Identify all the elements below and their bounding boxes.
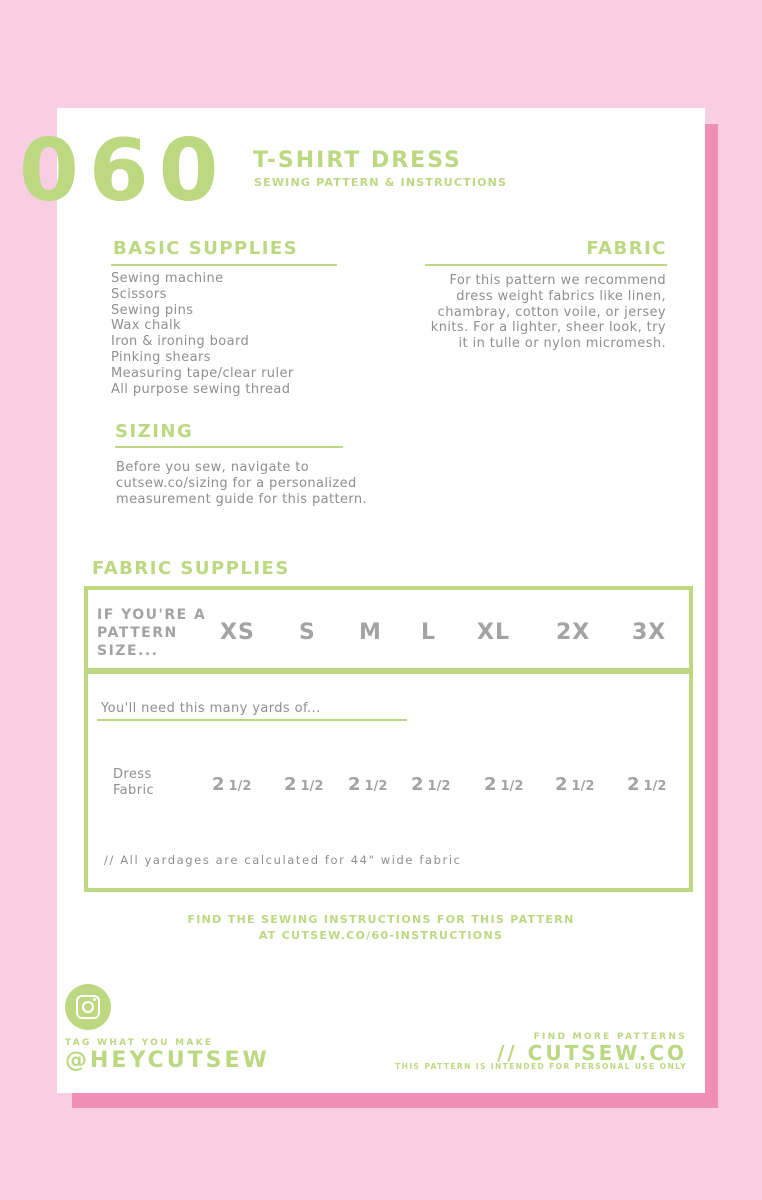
fabric-description: For this pattern we recommend dress weight fabrics like linen, chambray, cotton voile, or jersey knits. For a lighter, sheer look, try it in tulle or nylon micromesh. xyxy=(430,273,666,352)
yardage-s: 2 1/2 xyxy=(284,774,324,795)
pattern-title: T-SHIRT DRESS xyxy=(253,148,462,173)
row-label-dress-fabric: Dress Fabric xyxy=(113,767,155,798)
yards-needed-rule xyxy=(97,719,407,721)
fabric-heading: FABRIC xyxy=(586,238,667,259)
basic-supplies-rule xyxy=(111,264,337,266)
yardage-footnote: // All yardages are calculated for 44" wide fabric xyxy=(104,853,462,867)
list-item: Pinking shears xyxy=(111,349,211,365)
yardage-3x: 2 1/2 xyxy=(627,774,667,795)
list-item: Scissors xyxy=(111,286,167,302)
find-more-label: FIND MORE PATTERNS xyxy=(533,1032,687,1042)
size-label-3x: 3X xyxy=(632,620,667,645)
instructions-note: FIND THE SEWING INSTRUCTIONS FOR THIS PATTERN AT CUTSEW.CO/60-INSTRUCTIONS xyxy=(187,913,575,942)
yardage-xl: 2 1/2 xyxy=(484,774,524,795)
fabric-supplies-heading: FABRIC SUPPLIES xyxy=(92,558,290,579)
list-item: Iron & ironing board xyxy=(111,334,250,350)
yardage-2x: 2 1/2 xyxy=(555,774,595,795)
pattern-number: 060 xyxy=(19,121,229,221)
instagram-icon[interactable] xyxy=(65,984,111,1030)
basic-supplies-list xyxy=(111,271,294,397)
fabric-rule xyxy=(425,264,667,266)
yardage-xs: 2 1/2 xyxy=(212,774,252,795)
size-label-xl: XL xyxy=(477,620,510,645)
basic-supplies-heading: BASIC SUPPLIES xyxy=(113,238,299,259)
size-question: IF YOU'RE A PATTERN SIZE... xyxy=(97,607,207,659)
list-item: Wax chalk xyxy=(111,318,181,334)
list-item: Measuring tape/clear ruler xyxy=(111,365,294,381)
yardage-m: 2 1/2 xyxy=(348,774,388,795)
list-item: Sewing machine xyxy=(111,271,224,286)
tag-line: TAG WHAT YOU MAKE xyxy=(65,1038,214,1048)
list-item: Sewing pins xyxy=(111,302,194,318)
sizing-rule xyxy=(115,446,343,448)
size-label-2x: 2X xyxy=(556,620,591,645)
size-label-xs: XS xyxy=(220,620,255,645)
site-link[interactable]: // CUTSEW.CO xyxy=(497,1041,687,1065)
yards-needed-label: You'll need this many yards of... xyxy=(101,701,321,716)
yardage-l: 2 1/2 xyxy=(411,774,451,795)
pattern-subtitle: SEWING PATTERN & INSTRUCTIONS xyxy=(254,176,508,189)
instagram-handle[interactable]: @HEYCUTSEW xyxy=(65,1048,270,1073)
size-label-s: S xyxy=(299,620,316,645)
list-item: All purpose sewing thread xyxy=(111,381,291,397)
size-label-l: L xyxy=(421,620,437,645)
size-label-m: M xyxy=(359,620,382,645)
personal-use-disclaimer: THIS PATTERN IS INTENDED FOR PERSONAL USE ONLY xyxy=(395,1062,687,1071)
sizing-heading: SIZING xyxy=(115,421,194,442)
pattern-sheet xyxy=(19,108,705,1093)
sizing-description: Before you sew, navigate to cutsew.co/sizing for a personalized measurement guide for this pattern. xyxy=(116,460,368,507)
